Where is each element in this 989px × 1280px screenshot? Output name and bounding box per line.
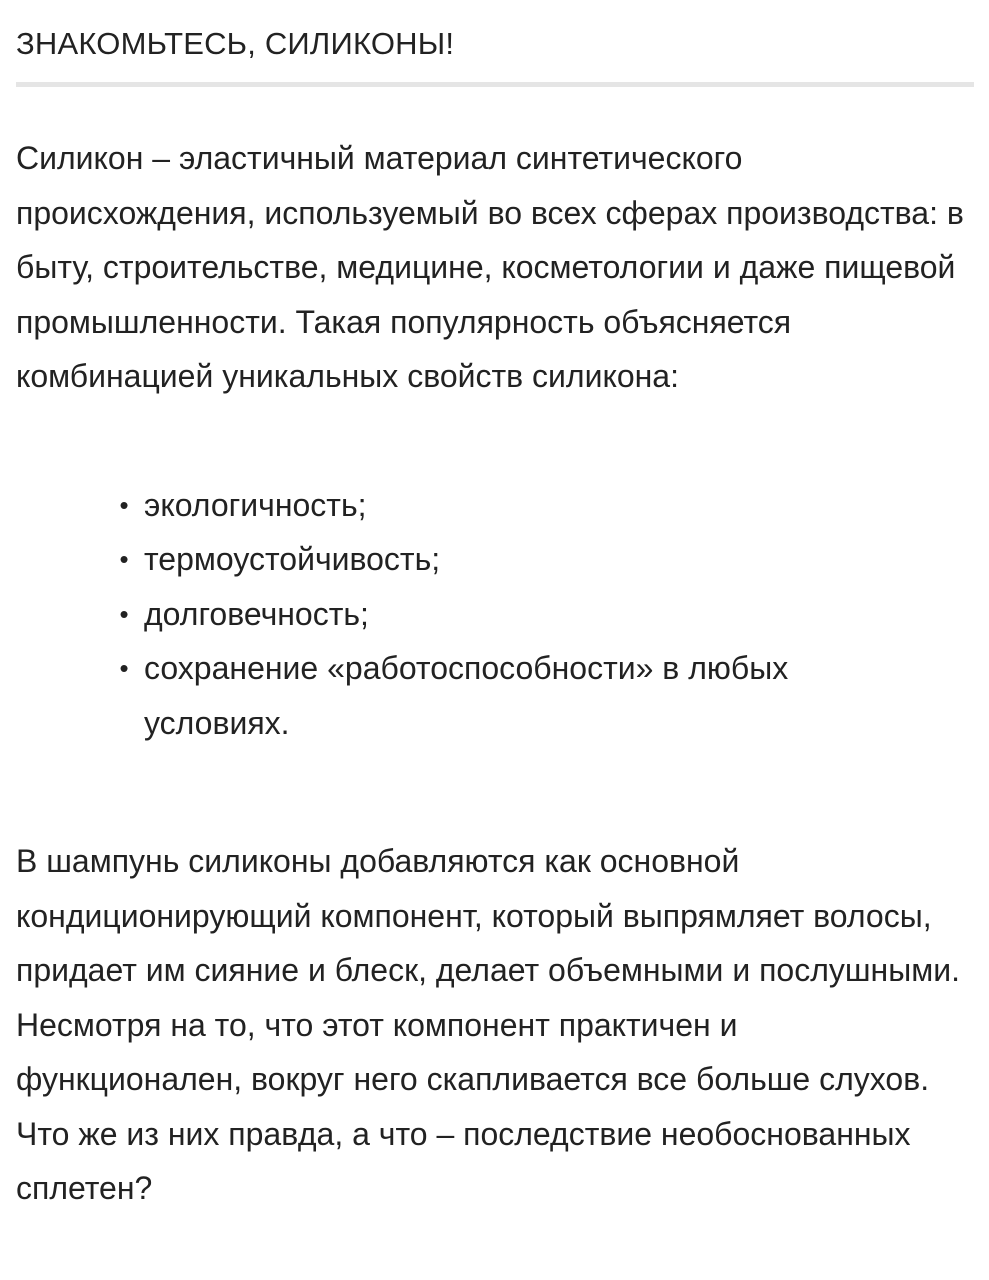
- list-item-text: сохранение «работоспособности» в любых условиях.: [144, 650, 789, 741]
- bullet-icon: •: [119, 544, 129, 574]
- heading-divider: [16, 82, 974, 87]
- shampoo-paragraph: В шампунь силиконы добавляются как основной кондиционирующий компонент, который выпрямляет волосы, придает им сияние и блеск, делает объемными и послушными. Несмотря на то, что этот компонент практичен и функционален, вокруг него скапливается все больше слухов. Что же из них правда, а что – последствие необоснованных сплетен?: [16, 843, 960, 1206]
- bullet-icon: •: [119, 489, 129, 520]
- list-item: [119, 587, 924, 642]
- bullet-icon: •: [119, 598, 129, 629]
- list-item-text: экологичность;: [144, 486, 367, 523]
- list-item-text: термоустойчивость;: [144, 541, 441, 577]
- list-item: [119, 641, 924, 750]
- list-item: [119, 478, 924, 533]
- list-item-text: долговечность;: [144, 595, 369, 632]
- properties-list: [16, 478, 973, 751]
- bullet-icon: •: [119, 653, 129, 683]
- article-heading: ЗНАКОМЬТЕСЬ, СИЛИКОНЫ!: [16, 26, 455, 61]
- intro-paragraph: Силикон – эластичный материал синтетического происхождения, используемый во всех сферах производства: в быту, строительстве, медицине, косметологии и даже пищевой промышленности. Такая популярность объясняется комбинацией уникальных свойств силикона:: [16, 140, 964, 394]
- list-item: [119, 532, 924, 587]
